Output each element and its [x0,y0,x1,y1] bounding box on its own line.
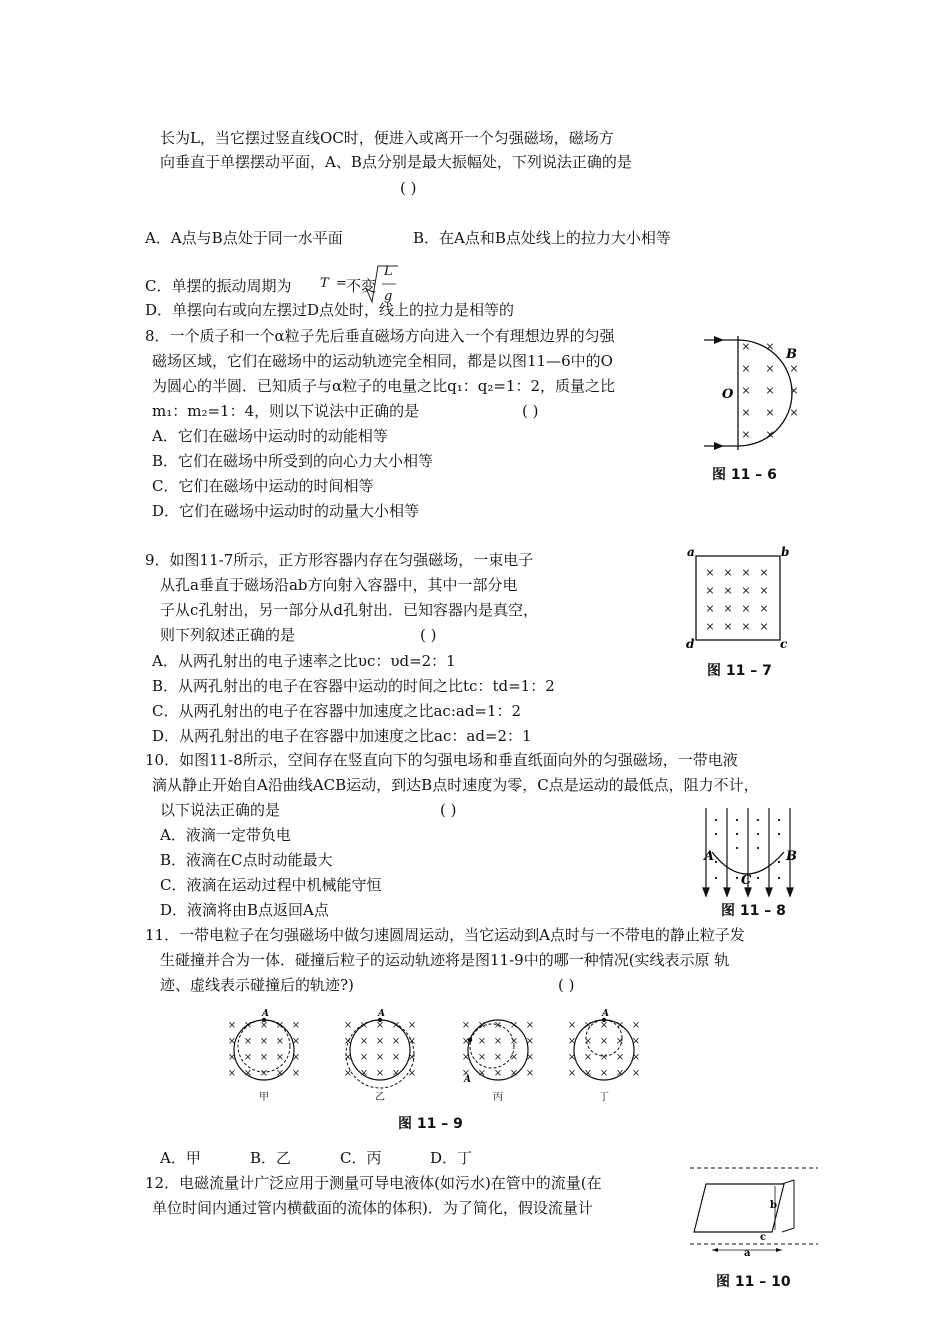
q8-line-2: 磁场区域，它们在磁场中的运动轨迹完全相同，都是以图11—6中的O [152,352,613,370]
q8-line-3: 为圆心的半圆．已知质子与α粒子的电量之比q₁：q₂=1：2，质量之比 [152,377,616,395]
svg-text:×: × [723,566,733,579]
svg-text:×: × [741,406,751,419]
figure-11-7-caption: 图 11 – 7 [707,663,772,679]
q9-option-b: B．从两孔射出的电子在容器中运动的时间之比tc：td=1：2 [152,677,555,695]
q10-option-b: B．液滴在C点时动能最大 [160,851,333,869]
q7-option-d: D．单摆向右或向左摆过D点处时，线上的拉力是相等的 [145,301,515,319]
q11-option-b: B．乙 [250,1149,292,1167]
q9-line-4: 则下列叙述正确的是 [160,626,296,644]
fig-11-10-label-b: b [770,1200,777,1211]
q10-option-a: A．液滴一定带负电 [160,826,291,844]
svg-text:×: × [705,566,715,579]
q11-option-a: A．甲 [160,1149,201,1167]
fig-11-9-bing-label-a: A [464,1075,471,1085]
svg-text:×: × [741,362,751,375]
svg-text:×: × [741,428,751,441]
q10-answer-bracket: ( ) [440,801,457,819]
fig-11-9-ding-label-a: A [602,1009,609,1019]
q9-option-a: A．从两孔射出的电子速率之比υc：υd=2：1 [152,652,456,670]
figure-11-9-caption: 图 11 – 9 [398,1116,463,1132]
q11-line-3: 迹、虚线表示碰撞后的轨迹?) [160,976,354,994]
figure-11-6 [700,332,810,462]
svg-text:×: × [705,620,715,633]
svg-text:×: × [741,620,751,633]
q9-option-d: D．从两孔射出的电子在容器中加速度之比ac：ad=2：1 [152,727,532,745]
q11-line-2: 生碰撞并合为一体．碰撞后粒子的运动轨迹将是图11-9中的哪一种情况(实线表示原 轨 [160,951,730,969]
fig-11-9-yi-label-a: A [378,1009,385,1019]
svg-text:×: × [723,584,733,597]
svg-text:×: × [741,584,751,597]
svg-text:×: × [789,362,799,375]
q10-option-c: C．液滴在运动过程中机械能守恒 [160,876,382,894]
q9-line-1: 9．如图11-7所示，正方形容器内存在匀强磁场，一束电子 [145,551,534,569]
svg-text:×: × [741,602,751,615]
figure-11-10 [690,1160,820,1264]
svg-text:×: × [723,620,733,633]
svg-text:×: × [765,340,775,353]
fig-11-10-label-c: c [760,1232,767,1243]
figure-11-10-caption: 图 11 – 10 [716,1274,791,1290]
svg-text:×: × [789,406,799,419]
q11-line-1: 11．一带电粒子在匀强磁场中做匀速圆周运动，当它运动到A点时与一不带电的静止粒子发 [145,926,745,944]
fig-11-8-label-b: B [786,849,797,864]
figure-11-7 [684,544,794,650]
q7-formula-l: L [384,264,393,279]
svg-text:×: × [705,602,715,615]
fig-11-6-label-o: O [722,387,734,402]
figure-11-6-caption: 图 11 – 6 [712,467,777,483]
fig-11-9-label-yi: 乙 [375,1092,385,1103]
q7-option-c: C．单摆的振动周期为 [145,277,292,295]
svg-text:×: × [759,584,769,597]
fig-11-9-label-bing: 丙 [493,1092,503,1103]
q10-line-2: 滴从静止开始自A沿曲线ACB运动，到达B点时速度为零，C点是运动的最低点，阻力不计， [152,776,759,794]
q7-option-b: B．在A点和B点处线上的拉力大小相等 [413,229,671,247]
q7-formula-g: g [384,289,393,304]
q10-line-3: 以下说法正确的是 [160,801,281,819]
q7-line-2: 向垂直于单摆摆动平面，A、B点分别是最大振幅处，下列说法正确的是 [160,153,632,171]
svg-text:×: × [741,566,751,579]
q8-option-b: B．它们在磁场中所受到的向心力大小相等 [152,452,434,470]
fig-11-9-label-jia: 甲 [259,1092,269,1103]
figure-11-9 [222,1008,652,1106]
q9-answer-bracket: ( ) [420,626,437,644]
fig-11-7-label-d: d [686,637,695,650]
q8-option-c: C．它们在磁场中运动的时间相等 [152,477,374,495]
q9-line-3: 子从c孔射出，另一部分从d孔射出．已知容器内是真空， [160,601,539,619]
q11-option-d: D．丁 [430,1149,473,1167]
q10-option-d: D．液滴将由B点返回A点 [160,901,329,919]
q7-option-a: A．A点与B点处于同一水平面 [145,229,343,247]
q7-answer-bracket: ( ) [400,179,417,197]
figure-11-8 [696,804,806,902]
fig-11-8-label-c: C [741,873,752,888]
fig-11-7-label-c: c [780,637,788,650]
q8-option-a: A．它们在磁场中运动时的动能相等 [152,427,388,445]
svg-text:×: × [705,584,715,597]
q7-formula-t: T [320,276,329,291]
q7-formula-note: 不变 [346,277,377,295]
svg-text:×: × [789,384,799,397]
q8-line-1: 8．一个质子和一个α粒子先后垂直磁场方向进入一个有理想边界的匀强 [145,327,615,345]
svg-text:×: × [741,340,751,353]
q9-line-2: 从孔a垂直于磁场沿ab方向射入容器中，其中一部分电 [160,576,518,594]
svg-text:×: × [765,428,775,441]
svg-text:×: × [759,602,769,615]
fig-11-7-label-b: b [781,545,790,559]
svg-text:×: × [765,362,775,375]
q11-answer-bracket: ( ) [558,976,575,994]
svg-text:×: × [759,566,769,579]
fig-11-8-label-a: A [704,849,715,864]
q10-line-1: 10．如图11-8所示，空间存在竖直向下的匀强电场和垂直纸面向外的匀强磁场，一带电液 [145,751,738,769]
q7-line-1: 长为L，当它摆过竖直线OC时，便进入或离开一个匀强磁场，磁场方 [160,129,614,147]
q8-answer-bracket: ( ) [522,402,539,420]
q8-option-d: D．它们在磁场中运动时的动量大小相等 [152,502,420,520]
fig-11-7-label-a: a [687,545,695,559]
fig-11-9-jia-label-a: A [262,1009,269,1019]
figure-11-8-caption: 图 11 – 8 [721,903,786,919]
q12-line-2: 单位时间内通过管内横截面的流体的体积)．为了简化，假设流量计 [152,1199,593,1217]
fig-11-10-label-a: a [744,1248,751,1259]
q12-line-1: 12．电磁流量计广泛应用于测量可导电液体(如污水)在管中的流量(在 [145,1174,602,1192]
q9-option-c: C．从两孔射出的电子在容器中加速度之比ac:ad=1：2 [152,702,522,720]
svg-text:×: × [765,384,775,397]
fig-11-6-label-b: B [786,347,797,362]
svg-text:×: × [723,602,733,615]
q8-line-4: m₁：m₂=1：4，则以下说法中正确的是 [152,402,420,420]
q11-option-c: C．丙 [340,1149,382,1167]
svg-text:×: × [765,406,775,419]
fig-11-9-label-ding: 丁 [599,1092,609,1103]
q7-formula-eq: = [336,276,347,291]
svg-text:×: × [759,620,769,633]
svg-text:×: × [741,384,751,397]
